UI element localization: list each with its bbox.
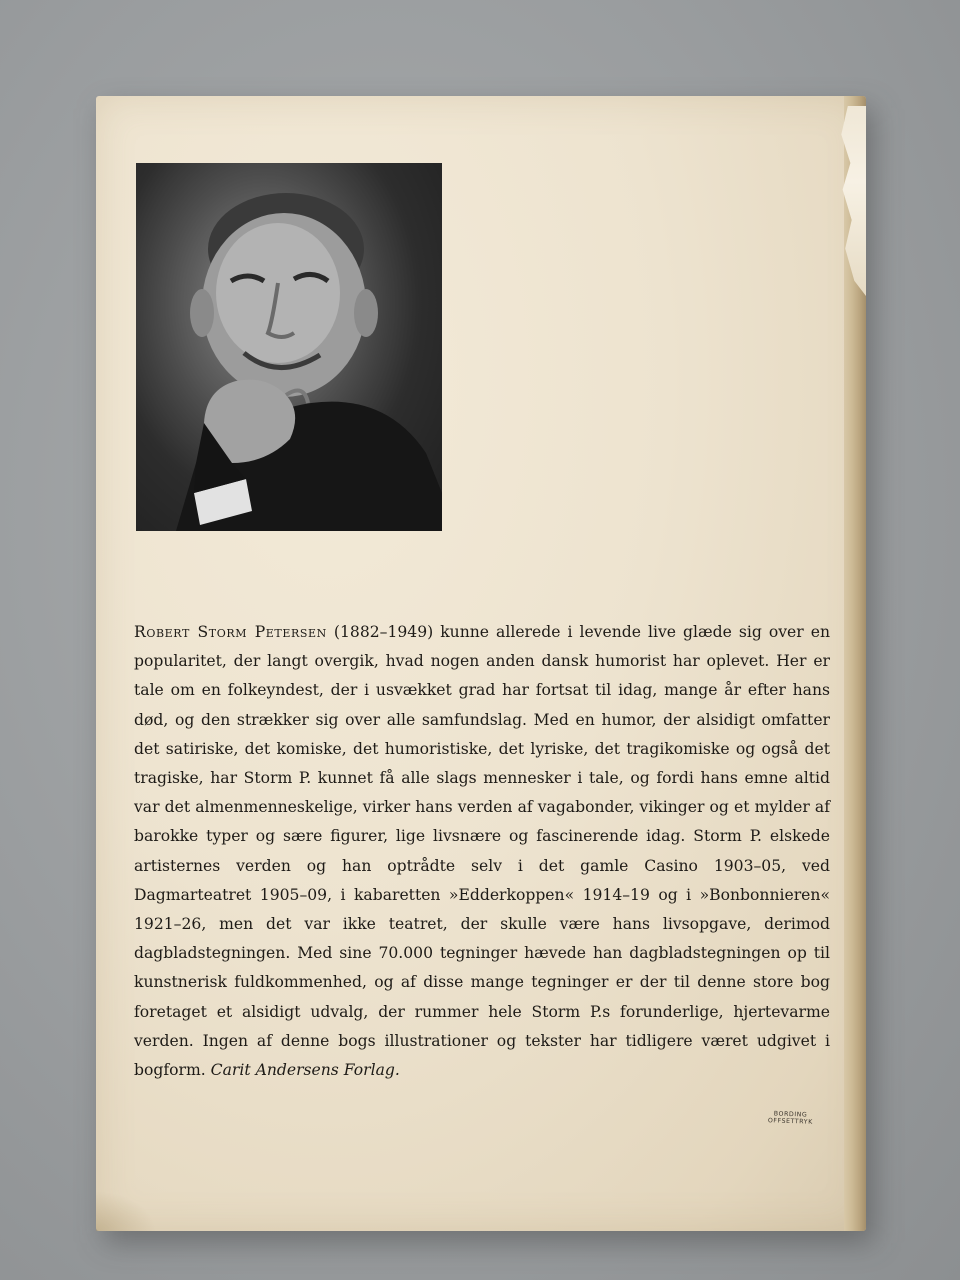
printer-mark	[768, 1110, 813, 1126]
corner-wear	[96, 1191, 156, 1231]
book-back-cover	[96, 96, 866, 1231]
author-portrait-photo	[136, 163, 442, 531]
printer-line-2: OFFSETTRYK	[767, 1117, 813, 1126]
portrait-drawing	[136, 163, 442, 531]
publisher-name: Carit Andersens Forlag.	[210, 1061, 400, 1080]
book-description-text	[134, 618, 830, 1085]
printer-line-1: BORDING	[773, 1110, 808, 1119]
author-name: Robert Storm Petersen	[134, 623, 327, 641]
description-body: (1882–1949) kunne allerede i levende live glæde sig over en popularitet, der langt overgik, hvad nogen anden dansk humorist har oplevet. Her er tale om en folkeyndest, der i usvækket grad har fortsat til idag, mange år efter hans død, og den strækker sig over alle samfundslag. Med en humor, der alsidigt omfatter det satiriske, det komiske, det humoristiske, det lyriske, det tragikomiske og også det tragiske, har Storm P. kunnet få alle slags mennesker i tale, og fordi hans emne altid var det almenmenneskelige, virker hans verden af vagabonder, vikinger og et mylder af barokke typer og sære figurer, lige livsnære og fascinerende idag. Storm P. elskede artisternes verden og han optrådte selv i det gamle Casino 1903–05, ved Dagmarteatret 1905–09, i kabaretten »Edderkoppen« 1914–19 og i »Bonbonnieren« 1921–26, men det var ikke teatret, der skulle være hans livsopgave, derimod dagbladstegningen. Med sine 70.000 tegninger hævede han dagbladstegningen op til kunstnerisk fuldkommenhed, og af disse mange tegninger er der til denne store bog foretaget et alsidigt udvalg, der rummer hele Storm P.s forunderlige, hjertevarme verden. Ingen af denne bogs illustrationer og tekster har tidligere været udgivet i bogform.	[134, 623, 830, 1080]
